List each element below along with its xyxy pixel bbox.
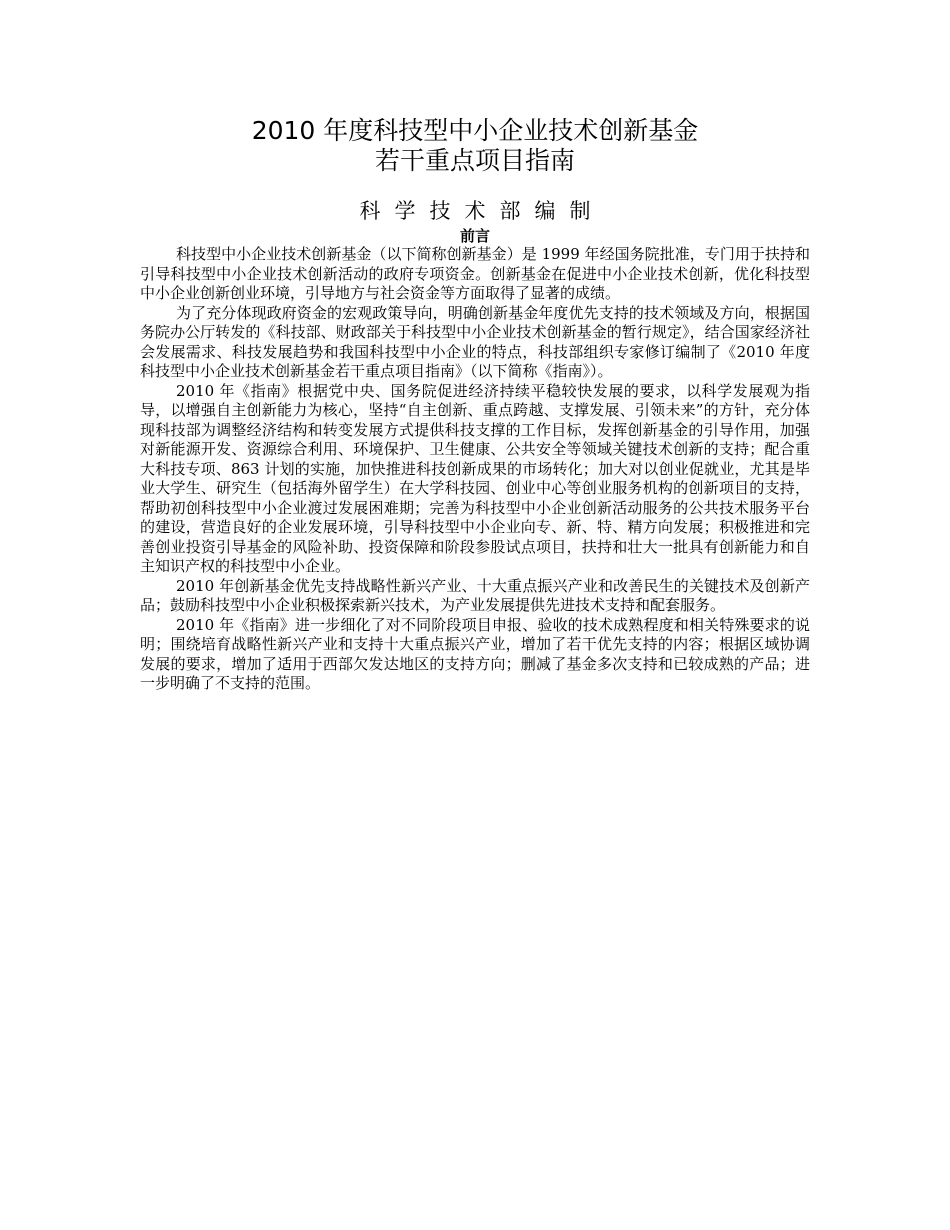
preface-body [140, 245, 810, 694]
document-title-line-2: 若干重点项目指南 [374, 146, 575, 175]
paragraph-3: 2010 年《指南》根据党中央、国务院促进经济持续平稳较快发展的要求，以科学发展观为指导，以增强自主创新能力为核心，坚持“自主创新、重点跨越、支撑发展、引领未来”的方针，充分体现科技部为调整经济结构和转变发展方式提供科技支撑的工作目标，发挥创新基金的引导作用，加强对新能源开发、资源综合利用、环境保护、卫生健康、公共安全等领域关键技术创新的支持；配合重大科技专项、863 计划的实施，加快推进科技创新成果的市场转化；加大对以创业促就业，尤其是毕业大学生、研究生（包括海外留学生）在大学科技园、创业中心等创业服务机构的创新项目的支持，帮助初创科技型中小企业渡过发展困难期；完善为科技型中小企业创新活动服务的公共技术服务平台的建设，营造良好的企业发展环境，引导科技型中小企业向专、新、特、精方向发展；积极推进和完善创业投资引导基金的风险补助、投资保障和阶段参股试点项目，扶持和壮大一批具有创新能力和自主知识产权的科技型中小企业。 [140, 381, 810, 575]
paragraph-4: 2010 年创新基金优先支持战略性新兴产业、十大重点振兴产业和改善民生的关键技术及创新产品；鼓励科技型中小企业积极探索新兴技术，为产业发展提供先进技术支持和配套服务。 [140, 576, 810, 614]
paragraph-2: 为了充分体现政府资金的宏观政策导向，明确创新基金年度优先支持的技术领域及方向，根据国务院办公厅转发的《科技部、财政部关于科技型中小企业技术创新基金的暂行规定》，结合国家经济社会发展需求、科技发展趋势和我国科技型中小企业的特点，科技部组织专家修订编制了《2010 年度科技型中小企业技术创新基金若干重点项目指南》（以下简称《指南》）。 [140, 303, 810, 380]
preface-heading: 前言 [459, 227, 490, 245]
document-title-line-1: 2010 年度科技型中小企业技术创新基金 [251, 116, 699, 145]
paragraph-1: 科技型中小企业技术创新基金（以下简称创新基金）是 1999 年经国务院批准，专门用于扶持和引导科技型中小企业技术创新活动的政府专项资金。创新基金在促进中小企业技术创新，优化科技型中小企业创新创业环境，引导地方与社会资金等方面取得了显著的成绩。 [140, 245, 810, 302]
paragraph-5: 2010 年《指南》进一步细化了对不同阶段项目申报、验收的技术成熟程度和相关特殊要求的说明；围绕培育战略性新兴产业和支持十大重点振兴产业，增加了若干优先支持的内容；根据区域协调发展的要求，增加了适用于西部欠发达地区的支持方向；删减了基金多次支持和已较成熟的产品；进一步明确了不支持的范围。 [140, 615, 810, 692]
document-author: 科学技术部编制 [359, 199, 605, 223]
